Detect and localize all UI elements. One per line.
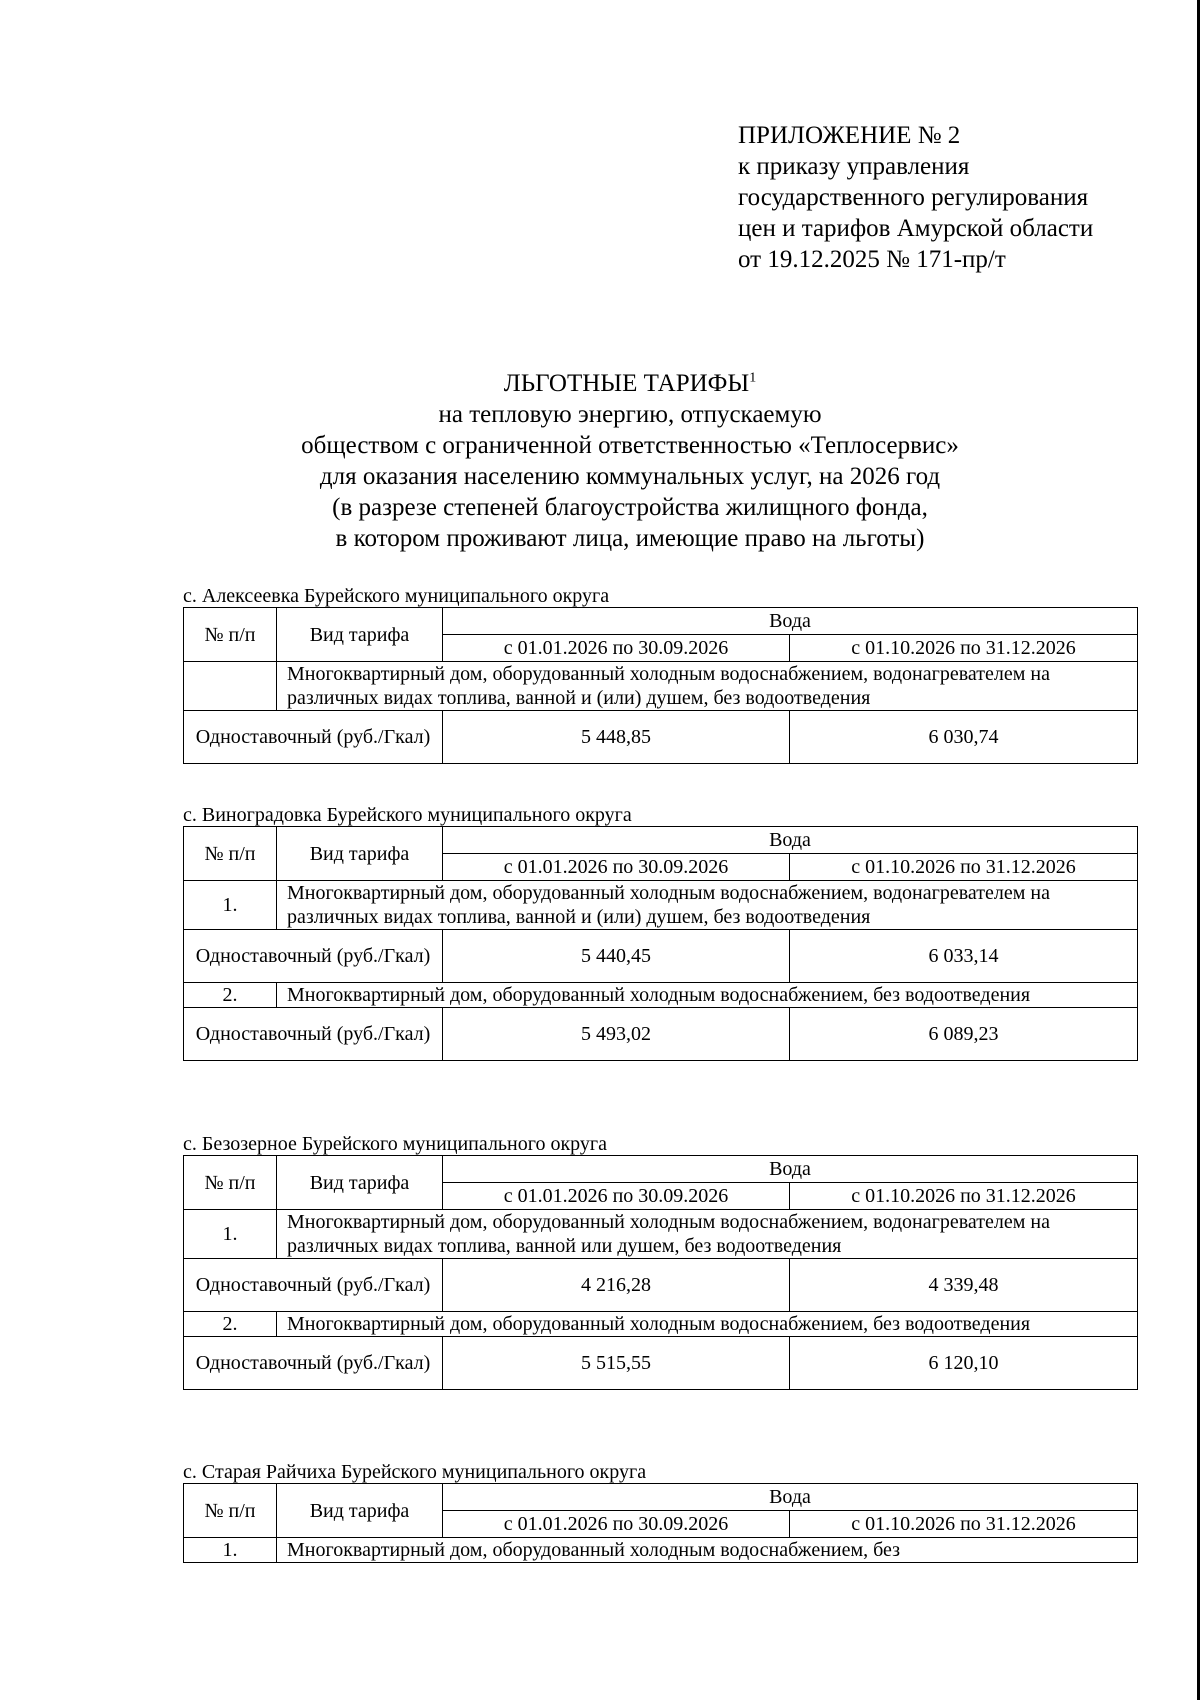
row-number <box>184 662 277 711</box>
table-row <box>184 983 1138 1008</box>
header-num: № п/п <box>184 827 277 881</box>
tariff-section <box>183 1461 1137 1563</box>
row-description: Многоквартирный дом, оборудованный холодным водоснабжением, водонагревателем на различных видах топлива, ванной и (или) душем, без водоотведения <box>277 881 1138 930</box>
table-row <box>184 930 1138 983</box>
tariff-table <box>183 607 1138 764</box>
header-period-1: с 01.01.2026 по 30.09.2026 <box>443 1183 790 1210</box>
row-number: 2. <box>184 1312 277 1337</box>
row-number: 1. <box>184 881 277 930</box>
table-row <box>184 1538 1138 1563</box>
header-period-2: с 01.10.2026 по 31.12.2026 <box>790 1183 1138 1210</box>
table-header-row <box>184 827 1138 854</box>
header-period-2: с 01.10.2026 по 31.12.2026 <box>790 635 1138 662</box>
tariff-table <box>183 1155 1138 1390</box>
title-line: (в разрезе степеней благоустройства жилищного фонда, <box>332 494 928 521</box>
appendix-line: государственного регулирования <box>738 184 1089 211</box>
table-header-row <box>184 608 1138 635</box>
title-main <box>230 368 1030 399</box>
header-num: № п/п <box>184 1484 277 1538</box>
table-row <box>184 1008 1138 1061</box>
footnote-mark: 1 <box>749 370 757 386</box>
document-title <box>230 368 1030 554</box>
appendix-line: ПРИЛОЖЕНИЕ № 2 <box>738 122 961 149</box>
header-num: № п/п <box>184 608 277 662</box>
tariff-section <box>183 585 1137 764</box>
section-caption: с. Алексеевка Бурейского муниципального округа <box>183 585 610 607</box>
tariff-type: Одноставочный (руб./Гкал) <box>184 1259 443 1312</box>
header-num: № п/п <box>184 1156 277 1210</box>
header-group: Вода <box>443 1484 1138 1511</box>
section-caption: с. Старая Райчиха Бурейского муниципального округа <box>183 1461 647 1483</box>
appendix-line: от 19.12.2025 № 171-пр/т <box>738 246 1006 273</box>
appendix-line: к приказу управления <box>738 153 970 180</box>
table-header-row <box>184 1156 1138 1183</box>
section-caption: с. Безозерное Бурейского муниципального округа <box>183 1133 607 1155</box>
tariff-value-period-2: 6 089,23 <box>790 1008 1138 1061</box>
row-description: Многоквартирный дом, оборудованный холодным водоснабжением, без водоотведения <box>277 1312 1138 1337</box>
section-caption: с. Виноградовка Бурейского муниципального округа <box>183 804 632 826</box>
title-line: для оказания населению коммунальных услуг, на 2026 год <box>319 463 941 490</box>
tariff-value-period-1: 5 493,02 <box>443 1008 790 1061</box>
header-period-1: с 01.01.2026 по 30.09.2026 <box>443 635 790 662</box>
tariff-table <box>183 826 1138 1061</box>
title-line: обществом с ограниченной ответственностью «Теплосервис» <box>301 432 959 459</box>
tariff-value-period-2: 4 339,48 <box>790 1259 1138 1312</box>
table-row <box>184 1337 1138 1390</box>
header-group: Вода <box>443 1156 1138 1183</box>
table-row <box>184 1312 1138 1337</box>
tariff-value-period-1: 5 440,45 <box>443 930 790 983</box>
tariff-value-period-2: 6 120,10 <box>790 1337 1138 1390</box>
appendix-line: цен и тарифов Амурской области <box>738 215 1094 242</box>
header-period-2: с 01.10.2026 по 31.12.2026 <box>790 1511 1138 1538</box>
table-row <box>184 1259 1138 1312</box>
header-group: Вода <box>443 608 1138 635</box>
row-description: Многоквартирный дом, оборудованный холодным водоснабжением, водонагревателем на различных видах топлива, ванной или душем, без водоотведения <box>277 1210 1138 1259</box>
table-row <box>184 711 1138 764</box>
header-period-2: с 01.10.2026 по 31.12.2026 <box>790 854 1138 881</box>
header-group: Вода <box>443 827 1138 854</box>
row-number: 2. <box>184 983 277 1008</box>
title-line: в котором проживают лица, имеющие право на льготы) <box>335 525 925 552</box>
tariff-value-period-1: 4 216,28 <box>443 1259 790 1312</box>
header-kind: Вид тарифа <box>277 608 443 662</box>
row-number: 1. <box>184 1538 277 1563</box>
tariff-value-period-2: 6 030,74 <box>790 711 1138 764</box>
tariff-value-period-2: 6 033,14 <box>790 930 1138 983</box>
header-kind: Вид тарифа <box>277 1156 443 1210</box>
title-line: на тепловую энергию, отпускаемую <box>438 401 822 428</box>
tariff-type: Одноставочный (руб./Гкал) <box>184 711 443 764</box>
tariff-value-period-1: 5 448,85 <box>443 711 790 764</box>
tariff-table <box>183 1483 1138 1563</box>
tariff-section <box>183 1133 1137 1390</box>
table-row <box>184 881 1138 930</box>
row-description: Многоквартирный дом, оборудованный холодным водоснабжением, без водоотведения <box>277 983 1138 1008</box>
table-header-row <box>184 1484 1138 1511</box>
appendix-block <box>738 120 1093 275</box>
row-description: Многоквартирный дом, оборудованный холодным водоснабжением, без <box>277 1538 1138 1563</box>
tariff-section <box>183 804 1137 1061</box>
tariff-type: Одноставочный (руб./Гкал) <box>184 1008 443 1061</box>
tariff-type: Одноставочный (руб./Гкал) <box>184 1337 443 1390</box>
tariff-type: Одноставочный (руб./Гкал) <box>184 930 443 983</box>
tariff-value-period-1: 5 515,55 <box>443 1337 790 1390</box>
header-kind: Вид тарифа <box>277 1484 443 1538</box>
table-row <box>184 1210 1138 1259</box>
header-period-1: с 01.01.2026 по 30.09.2026 <box>443 854 790 881</box>
row-number: 1. <box>184 1210 277 1259</box>
row-description: Многоквартирный дом, оборудованный холодным водоснабжением, водонагревателем на различных видах топлива, ванной и (или) душем, без водоотведения <box>277 662 1138 711</box>
header-period-1: с 01.01.2026 по 30.09.2026 <box>443 1511 790 1538</box>
header-kind: Вид тарифа <box>277 827 443 881</box>
table-row <box>184 662 1138 711</box>
title-main-text: ЛЬГОТНЫЕ ТАРИФЫ <box>503 370 750 397</box>
